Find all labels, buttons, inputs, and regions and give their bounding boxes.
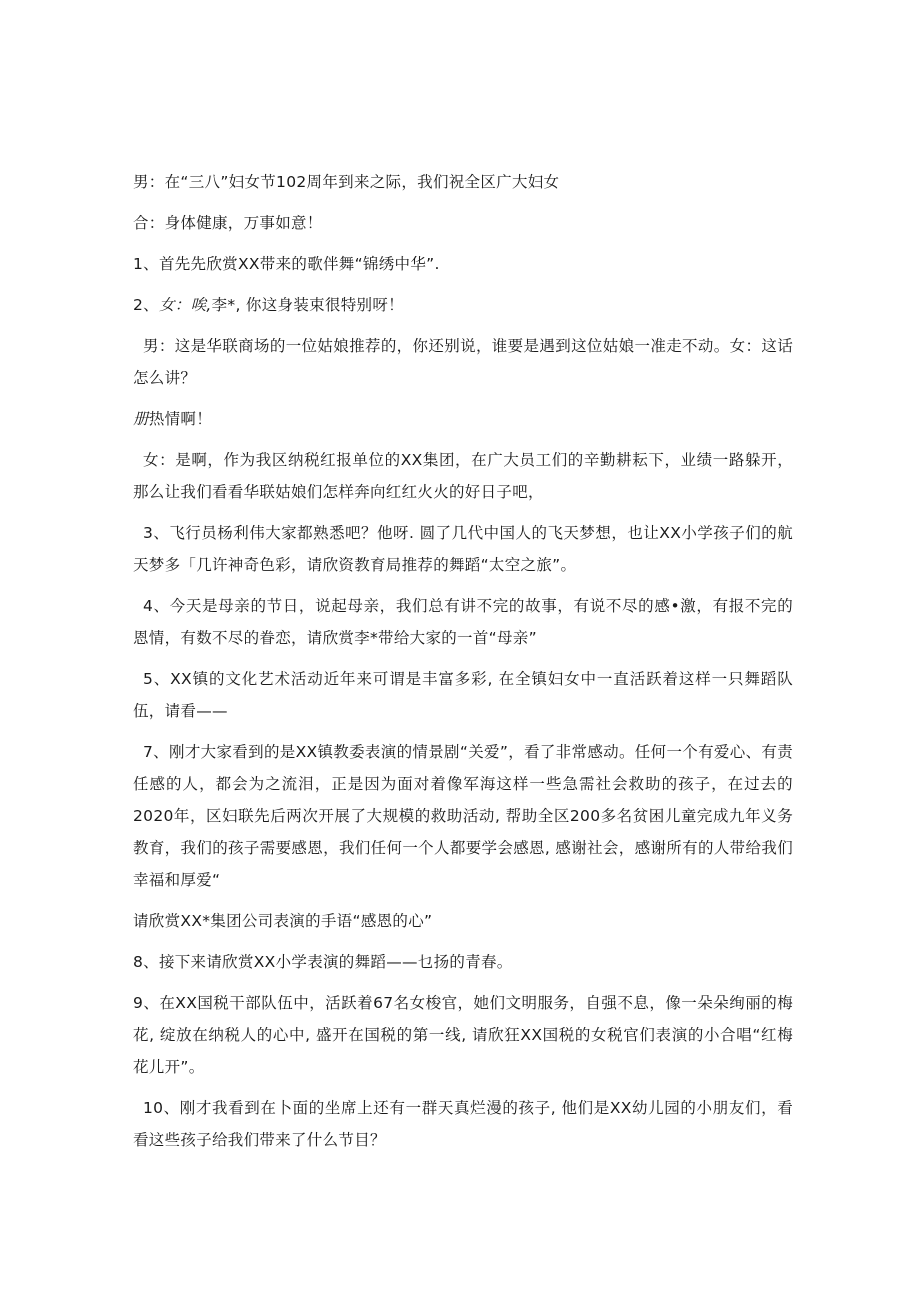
paragraph-item-5: 5、XX镇的文化艺术活动近年来可谓是丰富多彩, 在全镇妇女中一直活跃着这样一只舞蹈队伍，请看——: [133, 670, 793, 720]
item-2-number: 2、: [133, 296, 159, 314]
paragraph-opening-male: 男：在“三八”妇女节102周年到来之际，我们祝全区广大妇女: [133, 173, 560, 191]
paragraph-item-8: 8、接下来请欣赏XX小学表演的舞蹈——乜扬的青春。: [133, 953, 513, 971]
paragraph-item-9: 9、在XX国税干部队伍中，活跃着67名女梭官，她们文明服务，自强不息，像一朵朵绚丽的梅花, 绽放在纳税人的心中, 盛开在国税的第一线, 请欣狂XX国税的女税官们表演的小合唱“红梅花儿开”。: [133, 994, 793, 1076]
paragraph-item-7: 7、刚才大家看到的是XX镇教委表演的情景剧“关爱”，看了非常感动。任何一个有爱心、有责任感的人，都会为之流泪，正是因为面对着像军海这样一些急需社会救助的孩子，在过去的2020年，区妇联先后两次开展了大规模的救助活动, 帮助全区200多名贫困儿童完成九年义务教育，我们的孩子需要感恩，我们任何一个人都要学会感恩, 感谢社会，感谢所有的人带给我们幸福和厚爱“: [133, 743, 793, 889]
paragraph-item-1: 1、首先先欣赏XX带来的歌伴舞“锦绣中华”.: [133, 255, 440, 273]
paragraph-dialogue-male: 男：这是华联商场的一位姑娘推荐的，你还别说，谁要是遇到这位姑娘一准走不动。女：这话怎么讲？: [133, 337, 793, 387]
paragraph-dialogue-female: 女：是啊，作为我区纳税红报单位的XX集团，在广大员工们的辛勤耕耘下，业绩一路躲开，那么让我们看看华联姑娘们怎样奔向红红火火的好日子吧，: [133, 451, 793, 501]
paragraph-item-3: 3、飞行员杨利伟大家都熟悉吧？他呀. 圆了几代中国人的飞天梦想，也让XX小学孩子们的航天梦多「几许神奇色彩，请欣资教育局推荐的舞蹈“太空之旅”。: [133, 524, 793, 574]
paragraph-item-2: [133, 289, 793, 321]
reply-text: 热情啊！: [148, 410, 213, 428]
paragraph-item-10: 10、刚才我看到在卜面的坐席上还有一群天真烂漫的孩子, 他们是XX幼儿园的小朋友们，看看这些孩子给我们带来了什么节目？: [133, 1099, 793, 1149]
paragraph-item-4: 4、今天是母亲的节日，说起母亲，我们总有讲不完的故事，有说不尽的感•激，有报不完的恩情，有数不尽的眷恋，请欣赏李*带给大家的一首“母亲”: [133, 597, 793, 647]
reply-speaker: 册: [133, 410, 149, 428]
document-body: [133, 166, 793, 1165]
paragraph-opening-together: 合：身体健康，万事如意！: [133, 214, 323, 232]
paragraph-dialogue-reply: [133, 403, 793, 435]
item-2-speaker: 女：唉,: [158, 296, 212, 314]
item-2-text: 李*, 你这身装束很特别呀！: [211, 296, 404, 314]
paragraph-item-7-invite: 请欣赏XX*集团公司表演的手语“感恩的心”: [133, 912, 433, 930]
